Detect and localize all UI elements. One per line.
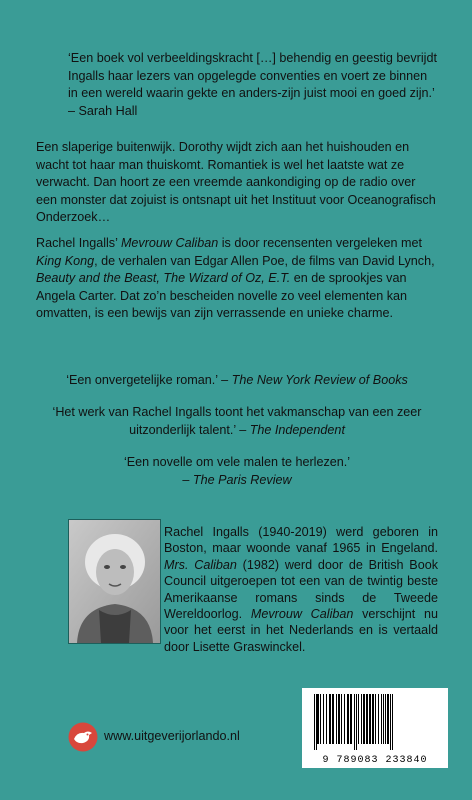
book-title: Mevrouw Caliban: [120, 236, 219, 250]
review-source: The New York Review of Books: [231, 373, 408, 387]
review-dash: –: [182, 472, 193, 487]
blurb-text: , de verhalen van Edgar Allen Poe, de films van David Lynch,: [94, 253, 435, 268]
author-photo: [68, 519, 161, 644]
review-source: The Paris Review: [192, 472, 292, 487]
review-quote: ‘Het werk van Rachel Ingalls toont het vakmanschap van een zeer uitzonderlijk talent.’ –: [52, 405, 422, 437]
blurb-text: is door recensenten vergeleken met: [218, 236, 422, 250]
bio-title: Mrs. Caliban: [164, 557, 237, 572]
isbn-barcode: [302, 688, 448, 768]
bio-text: Rachel Ingalls (1940-2019) werd geboren in Boston, maar woonde vanaf 1965 in Engeland.: [164, 525, 438, 556]
author-bio: [164, 524, 438, 655]
bird-logo-icon: [68, 722, 98, 752]
review-quote: ‘Een novelle om vele malen te herlezen.’: [123, 455, 351, 469]
bio-text: (1982) werd door de British Book Council uitgeroepen tot een van de twintig beste Amerikaanse romans sinds de Tweede Wereldoorlog.: [164, 557, 438, 622]
publisher-website[interactable]: www.uitgeverijorlando.nl: [104, 729, 240, 743]
barcode-bars: [302, 688, 448, 752]
blurb-paragraph-1: Een slaperige buitenwijk. Dorothy wijdt zich aan het huishouden en wacht tot haar man thuiskomt. Romantiek is wel het laatste wat ze verwacht. Dan hoort ze een vreemde aankondiging op de radio over een monster dat zojuist is ontsnapt uit het Instituut voor Oceanografisch Onderzoek…: [36, 140, 436, 224]
review-source: The Independent: [249, 422, 345, 437]
blurb-text: en de sprookjes van Angela Carter. Dat zo’n bescheiden novelle zo veel elementen kan omvatten, is een bewijs van zijn verrassende en unieke charme.: [36, 271, 408, 320]
top-quote-text: ‘Een boek vol verbeeldingskracht […] behendig en geestig bevrijdt Ingalls haar lezers van opgelegde conventies en voert ze binnen in een wereld waarin gekte en anders-zijn juist mooi en goed zijn.’ – Sarah Hall: [68, 51, 437, 118]
review-3: [36, 454, 438, 489]
top-quote: [68, 50, 438, 120]
bio-title: Mevrouw Caliban: [250, 607, 354, 622]
film-titles: Beauty and the Beast, The Wizard of Oz, E.T.: [36, 271, 291, 285]
isbn-number: 9 789083 233840: [322, 755, 428, 766]
review-quote: ‘Een onvergetelijke roman.’ –: [66, 373, 232, 387]
review-1: [36, 372, 438, 390]
bio-text: verschijnt nu voor het eerst in het Nederlands en is vertaald door Lisette Graswinckel.: [164, 607, 439, 654]
review-2: [36, 404, 438, 439]
blurb-paragraph-2: [36, 235, 438, 323]
author-portrait-image: [69, 520, 160, 643]
film-title: King Kong: [36, 253, 95, 268]
blurb-text: Rachel Ingalls’: [36, 236, 121, 250]
